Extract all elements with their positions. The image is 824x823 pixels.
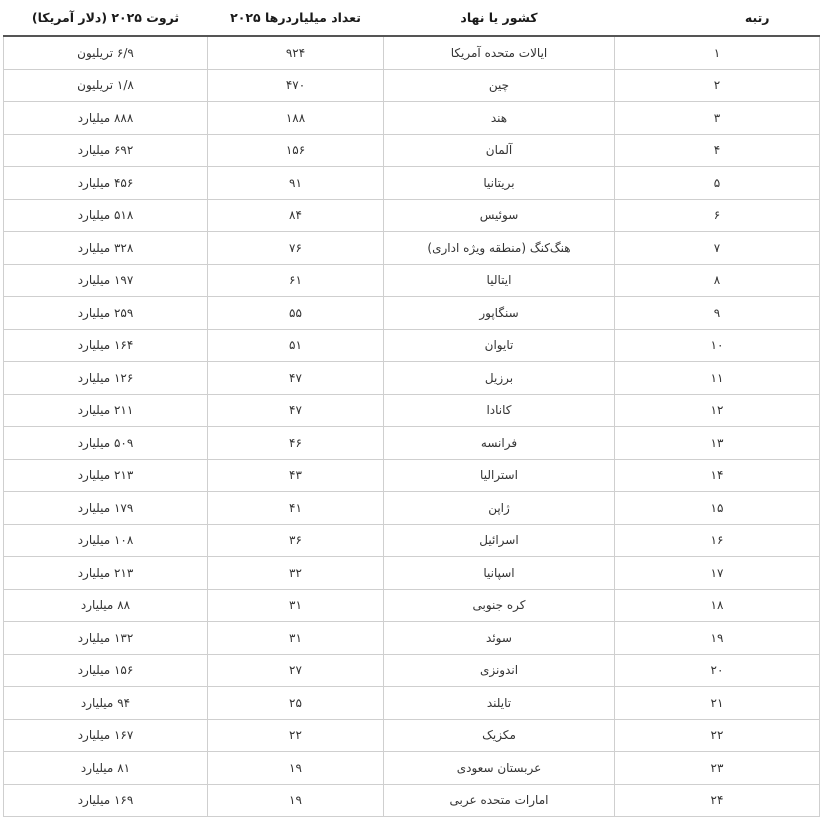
- cell-country: استرالیا: [384, 459, 615, 492]
- cell-rank: ۵: [615, 167, 820, 200]
- table-row: [4, 167, 820, 200]
- cell-billionaires: ۴۳: [208, 459, 384, 492]
- cell-rank: ۲۴: [615, 784, 820, 817]
- header-rank: رتبه: [615, 0, 820, 36]
- table-row: [4, 784, 820, 817]
- cell-country: کانادا: [384, 394, 615, 427]
- billionaires-table: [3, 0, 820, 817]
- cell-billionaires: ۵۱: [208, 329, 384, 362]
- table-row: [4, 622, 820, 655]
- cell-country: فرانسه: [384, 427, 615, 460]
- cell-rank: ۱۳: [615, 427, 820, 460]
- cell-country: اسپانیا: [384, 557, 615, 590]
- cell-wealth: ۶۹۲ میلیارد: [4, 134, 208, 167]
- cell-rank: ۲۲: [615, 719, 820, 752]
- cell-wealth: ۲۱۱ میلیارد: [4, 394, 208, 427]
- header-country: کشور یا نهاد: [384, 0, 615, 36]
- cell-billionaires: ۵۵: [208, 297, 384, 330]
- cell-country: ژاپن: [384, 492, 615, 525]
- cell-wealth: ۸۸۸ میلیارد: [4, 102, 208, 135]
- table-row: [4, 752, 820, 785]
- cell-rank: ۲۳: [615, 752, 820, 785]
- cell-country: کره جنوبی: [384, 589, 615, 622]
- cell-rank: ۳: [615, 102, 820, 135]
- cell-rank: ۲۰: [615, 654, 820, 687]
- table-row: [4, 557, 820, 590]
- cell-country: بریتانیا: [384, 167, 615, 200]
- cell-billionaires: ۳۶: [208, 524, 384, 557]
- table-row: [4, 329, 820, 362]
- cell-wealth: ۲۱۳ میلیارد: [4, 459, 208, 492]
- cell-rank: ۶: [615, 199, 820, 232]
- cell-rank: ۱۰: [615, 329, 820, 362]
- cell-billionaires: ۱۵۶: [208, 134, 384, 167]
- header-wealth: ثروت ۲۰۲۵ (دلار آمریکا): [4, 0, 208, 36]
- cell-rank: ۹: [615, 297, 820, 330]
- cell-country: اندونزی: [384, 654, 615, 687]
- billionaires-table-container: [4, 0, 820, 817]
- table-row: [4, 102, 820, 135]
- cell-country: آلمان: [384, 134, 615, 167]
- cell-wealth: ۳۲۸ میلیارد: [4, 232, 208, 265]
- cell-wealth: ۱۷۹ میلیارد: [4, 492, 208, 525]
- table-row: [4, 459, 820, 492]
- cell-wealth: ۲۵۹ میلیارد: [4, 297, 208, 330]
- cell-wealth: ۱۳۲ میلیارد: [4, 622, 208, 655]
- cell-rank: ۱۸: [615, 589, 820, 622]
- cell-rank: ۱۵: [615, 492, 820, 525]
- cell-wealth: ۱۵۶ میلیارد: [4, 654, 208, 687]
- table-row: [4, 134, 820, 167]
- cell-billionaires: ۹۲۴: [208, 36, 384, 69]
- cell-country: چین: [384, 69, 615, 102]
- cell-billionaires: ۴۱: [208, 492, 384, 525]
- table-row: [4, 589, 820, 622]
- cell-wealth: ۶/۹ تریلیون: [4, 36, 208, 69]
- cell-wealth: ۲۱۳ میلیارد: [4, 557, 208, 590]
- cell-billionaires: ۱۸۸: [208, 102, 384, 135]
- cell-rank: ۸: [615, 264, 820, 297]
- cell-country: ایالات متحده آمریکا: [384, 36, 615, 69]
- cell-billionaires: ۳۱: [208, 622, 384, 655]
- cell-billionaires: ۱۹: [208, 784, 384, 817]
- cell-billionaires: ۲۷: [208, 654, 384, 687]
- cell-rank: ۲: [615, 69, 820, 102]
- cell-billionaires: ۱۹: [208, 752, 384, 785]
- table-row: [4, 492, 820, 525]
- cell-wealth: ۱۶۹ میلیارد: [4, 784, 208, 817]
- cell-billionaires: ۴۷۰: [208, 69, 384, 102]
- cell-rank: ۱۶: [615, 524, 820, 557]
- cell-wealth: ۹۴ میلیارد: [4, 687, 208, 720]
- cell-country: عربستان سعودی: [384, 752, 615, 785]
- cell-country: مکزیک: [384, 719, 615, 752]
- cell-wealth: ۱۶۴ میلیارد: [4, 329, 208, 362]
- cell-country: امارات متحده عربی: [384, 784, 615, 817]
- header-row: [4, 0, 820, 36]
- cell-rank: ۱۹: [615, 622, 820, 655]
- cell-wealth: ۸۸ میلیارد: [4, 589, 208, 622]
- cell-rank: ۴: [615, 134, 820, 167]
- cell-billionaires: ۸۴: [208, 199, 384, 232]
- cell-billionaires: ۴۶: [208, 427, 384, 460]
- table-row: [4, 69, 820, 102]
- table-row: [4, 297, 820, 330]
- cell-country: اسرائیل: [384, 524, 615, 557]
- table-row: [4, 427, 820, 460]
- cell-rank: ۲۱: [615, 687, 820, 720]
- cell-billionaires: ۳۱: [208, 589, 384, 622]
- cell-rank: ۱۱: [615, 362, 820, 395]
- table-row: [4, 394, 820, 427]
- cell-wealth: ۵۰۹ میلیارد: [4, 427, 208, 460]
- table-row: [4, 199, 820, 232]
- cell-wealth: ۴۵۶ میلیارد: [4, 167, 208, 200]
- table-row: [4, 36, 820, 69]
- cell-billionaires: ۲۵: [208, 687, 384, 720]
- cell-country: برزیل: [384, 362, 615, 395]
- cell-wealth: ۱۲۶ میلیارد: [4, 362, 208, 395]
- cell-country: هنگ‌کنگ (منطقه ویژه اداری): [384, 232, 615, 265]
- cell-wealth: ۱۹۷ میلیارد: [4, 264, 208, 297]
- cell-wealth: ۸۱ میلیارد: [4, 752, 208, 785]
- cell-wealth: ۱/۸ تریلیون: [4, 69, 208, 102]
- cell-billionaires: ۹۱: [208, 167, 384, 200]
- cell-wealth: ۱۶۷ میلیارد: [4, 719, 208, 752]
- table-header: [4, 0, 820, 36]
- cell-country: سوئد: [384, 622, 615, 655]
- header-billionaires: تعداد میلیاردرها ۲۰۲۵: [208, 0, 384, 36]
- cell-billionaires: ۷۶: [208, 232, 384, 265]
- cell-country: ایتالیا: [384, 264, 615, 297]
- table-row: [4, 232, 820, 265]
- table-row: [4, 654, 820, 687]
- cell-country: تایوان: [384, 329, 615, 362]
- cell-rank: ۱: [615, 36, 820, 69]
- table-row: [4, 362, 820, 395]
- cell-billionaires: ۴۷: [208, 394, 384, 427]
- cell-billionaires: ۶۱: [208, 264, 384, 297]
- cell-rank: ۱۲: [615, 394, 820, 427]
- cell-country: تایلند: [384, 687, 615, 720]
- cell-rank: ۱۷: [615, 557, 820, 590]
- cell-rank: ۷: [615, 232, 820, 265]
- cell-country: هند: [384, 102, 615, 135]
- table-row: [4, 687, 820, 720]
- cell-billionaires: ۴۷: [208, 362, 384, 395]
- cell-country: سوئیس: [384, 199, 615, 232]
- table-body: [4, 36, 820, 817]
- table-row: [4, 524, 820, 557]
- cell-rank: ۱۴: [615, 459, 820, 492]
- cell-wealth: ۱۰۸ میلیارد: [4, 524, 208, 557]
- cell-wealth: ۵۱۸ میلیارد: [4, 199, 208, 232]
- table-row: [4, 264, 820, 297]
- cell-billionaires: ۳۲: [208, 557, 384, 590]
- table-row: [4, 719, 820, 752]
- cell-country: سنگاپور: [384, 297, 615, 330]
- cell-billionaires: ۲۲: [208, 719, 384, 752]
